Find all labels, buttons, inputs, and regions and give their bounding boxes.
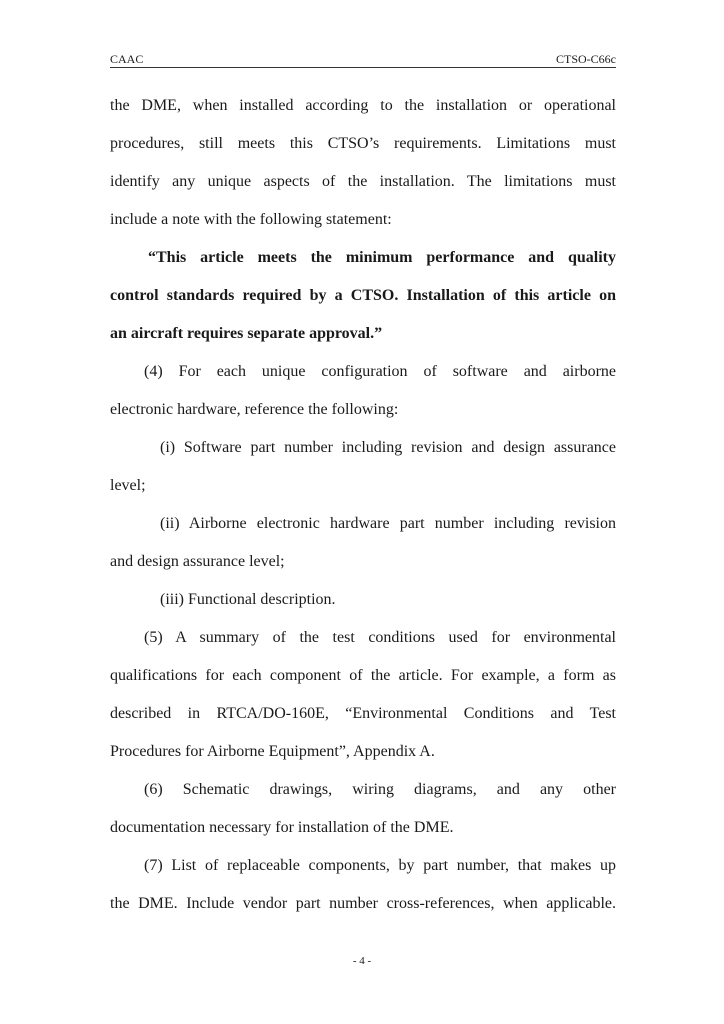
body-line: identify any unique aspects of the installation. The limitations must xyxy=(110,173,616,190)
quoted-statement-line: “This article meets the minimum performance and quality xyxy=(148,249,616,266)
body-line: the DME. Include vendor part number cross-references, when applicable. xyxy=(110,895,616,912)
body-line: (5) A summary of the test conditions used for environmental xyxy=(144,629,616,646)
header-rule xyxy=(110,67,616,68)
body-line: (7) List of replaceable components, by part number, that makes up xyxy=(144,857,616,874)
body-line: Procedures for Airborne Equipment”, Appendix A. xyxy=(110,743,435,760)
body-line: electronic hardware, reference the following: xyxy=(110,401,399,418)
quoted-statement-line: an aircraft requires separate approval.” xyxy=(110,325,383,342)
quoted-statement-line: control standards required by a CTSO. Installation of this article on xyxy=(110,287,616,304)
body-line: level; xyxy=(110,477,146,494)
body-line: qualifications for each component of the article. For example, a form as xyxy=(110,667,616,684)
body-line: (6) Schematic drawings, wiring diagrams, and any other xyxy=(144,781,616,798)
body-line: (i) Software part number including revision and design assurance xyxy=(160,439,616,456)
body-line: (ii) Airborne electronic hardware part number including revision xyxy=(160,515,616,532)
page-number: - 4 - xyxy=(352,955,372,967)
header-org: CAAC xyxy=(110,52,144,66)
page-header xyxy=(110,52,616,66)
body-line: (iii) Functional description. xyxy=(160,591,336,608)
header-doc-id: CTSO-C66c xyxy=(556,52,616,66)
body-line: the DME, when installed according to the installation or operational xyxy=(110,97,616,114)
body-line: described in RTCA/DO-160E, “Environmental Conditions and Test xyxy=(110,705,616,722)
body-line: procedures, still meets this CTSO’s requirements. Limitations must xyxy=(110,135,616,152)
body-line: include a note with the following statement: xyxy=(110,211,392,228)
body-line: and design assurance level; xyxy=(110,553,285,570)
body-line: (4) For each unique configuration of software and airborne xyxy=(144,363,616,380)
body-line: documentation necessary for installation of the DME. xyxy=(110,819,454,836)
